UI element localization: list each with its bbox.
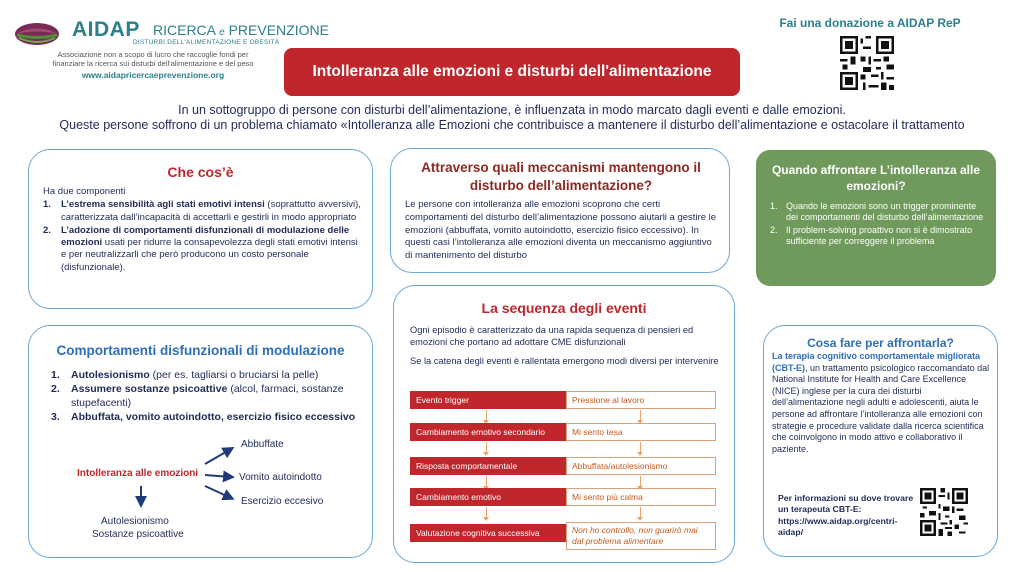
qr-code-icon[interactable]: [920, 488, 968, 536]
list-item: 2. Il problem-solving proattivo non si è dimostrato sufficiente per correggere il problema: [770, 224, 973, 247]
list-item: 2. Assumere sostanze psicoattive (alcol, farmaci, sostanze stupefacenti): [51, 383, 344, 409]
list-item: 1. Autolesionismo (per es. tagliarsi o bruciarsi la pelle): [51, 369, 319, 381]
brand-tagline: DISTURBI DELL'ALIMENTAZIONE E OBESITÀ: [133, 39, 280, 46]
sequence-text-1: Ogni episodio è caratterizzato da una rapida sequenza di pensieri ed emozioni che portano ad adottare CME disfunzionali: [410, 325, 694, 348]
down-arrow-icon: [640, 476, 641, 487]
diagram-out-binge: Abbuffate: [241, 439, 284, 450]
panel-title: Attraverso quali meccanismi mantengono il disturbo dell’alimentazione?: [421, 160, 701, 193]
therapist-info-link[interactable]: Per informazioni su dove trovare un terapeuta CBT-E: https://www.aidap.org/centri-aidap/: [778, 493, 914, 538]
sequence-step-label: Cambiamento emotivo: [410, 488, 567, 506]
panel-event-sequence: [393, 285, 735, 563]
list-item: 3. Abbuffata, vomito autoindotto, esercizio fisico eccessivo: [51, 410, 356, 423]
panel-title: Comportamenti disfunzionali di modulazione: [56, 343, 345, 358]
diagram-down-substances: Sostanze psicoattive: [92, 529, 184, 540]
panel-title: Che cos’è: [167, 164, 234, 180]
donate-link[interactable]: Fai una donazione a AIDAP ReP: [779, 16, 961, 30]
panel-title: La sequenza degli eventi: [481, 300, 647, 316]
aidap-logo: [14, 16, 329, 86]
list-item: 1. L’estrema sensibilità agli stati emotivi intensi (soprattutto avversivi), caratterizzata dall’incapacità di accettarli e gestirli in modo appropriato: [43, 199, 361, 223]
website-link[interactable]: www.aidapricercaeprevenzione.org: [81, 70, 225, 80]
intro-line-1: In un sottogruppo di persone con disturbi dell’alimentazione, è influenzata in modo marcato dagli eventi e dalle emozioni.: [178, 103, 846, 117]
down-arrow-icon: [486, 476, 487, 487]
sequence-step-example: Mi sento tesa: [566, 423, 716, 441]
sequence-step-label: Risposta comportamentale: [410, 457, 567, 475]
lead-text: Ha due componenti: [43, 186, 126, 197]
sequence-step-label: Evento trigger: [410, 391, 567, 409]
sequence-step-label: Cambiamento emotivo secondario: [410, 423, 567, 441]
association-description: Associazione non a scopo di lucro che raccoglie fondi per finanziare la ricerca sui disturbi dell'alimentazione e del peso: [52, 50, 254, 68]
panel-title: Quando affrontare L’intolleranza alle emozioni?: [771, 163, 981, 193]
diagram-down-self-harm: Autolesionismo: [101, 516, 169, 527]
list-item: 2. L’adozione di comportamenti disfunzionali di modulazione delle emozioni usati per ridurre la consapevolezza degli stati emotivi intensi e per neutralizzarli che però producono un costo personale (disfunzionale).: [43, 224, 358, 273]
behavior-diagram-arrows: [29, 326, 374, 559]
brand-subtitle: RICERCA e PREVENZIONE: [153, 22, 329, 38]
page-title: Intolleranza alle emozioni e disturbi dell'alimentazione: [284, 48, 740, 96]
down-arrow-icon: [486, 410, 487, 421]
sequence-step-example: Abbuffata/autolesionismo: [566, 457, 716, 475]
panel-when-to-address: [756, 150, 996, 286]
down-arrow-icon: [640, 410, 641, 421]
panel-title: Cosa fare per affrontarla?: [807, 336, 954, 350]
sequence-text-2: Se la catena degli eventi è rallentata emergono modi diversi per intervenire: [410, 355, 719, 366]
diagram-out-vomit: Vomito autoindotto: [239, 472, 322, 483]
down-arrow-icon: [640, 442, 641, 453]
sequence-step-example: Mi sento più calma: [566, 488, 716, 506]
diagram-out-exercise: Esercizio eccesivo: [241, 496, 324, 507]
sequence-step-example: Non ho controllo, non guarirò mai dal problema alimentare: [566, 522, 716, 550]
diagram-center: Intolleranza alle emozioni: [77, 468, 199, 479]
lips-logo-icon: [14, 20, 60, 48]
sequence-step-example: Pressione al lavoro: [566, 391, 716, 409]
panel-what-is-it: [28, 149, 373, 309]
brand-name: AIDAP: [72, 18, 140, 41]
qr-code-icon[interactable]: [840, 36, 894, 90]
intro-line-2: Queste persone soffrono di un problema chiamato «Intolleranza alle Emozioni che contribuisce a mantenere il disturbo dell’alimentazione e ostacolare il trattamento: [59, 118, 965, 132]
panel-mechanisms: [390, 148, 730, 273]
sequence-step-label: Valutazione cognitiva successiva: [410, 524, 567, 542]
mechanisms-text: Le persone con intolleranza alle emozioni scoprono che certi comportamenti del disturbo dell’alimentazione possono aiutarli a gestire le emozioni (abbuffata, vomito autoindotto, esercizio fisico eccessivo). In questi casi l’intolleranza alle emozioni diventa un meccanismo aggiuntivo di mantenimento del disturbo: [405, 199, 717, 262]
panel-dysfunctional-behaviors: [28, 325, 373, 558]
down-arrow-icon: [640, 507, 641, 518]
down-arrow-icon: [486, 507, 487, 518]
down-arrow-icon: [486, 442, 487, 453]
list-item: 1. Quando le emozioni sono un trigger prominente dei comportamenti del disturbo dell’alimentazione: [770, 201, 984, 223]
todo-text: La terapia cognitivo comportamentale migliorata (CBT-E), un trattamento psicologico raccomandato dal National Institute for Health and Care Excellence (NICE) inglese per la cura dei disturbi dell’alimentazione negli adulti e adolescenti, aiuta le persone ad affrontare l’intolleranza alle emozioni con strategie e procedure validate dalla ricerca scientifica che coinvolgono in modo attivo e collaborativo il paziente.: [772, 351, 990, 454]
